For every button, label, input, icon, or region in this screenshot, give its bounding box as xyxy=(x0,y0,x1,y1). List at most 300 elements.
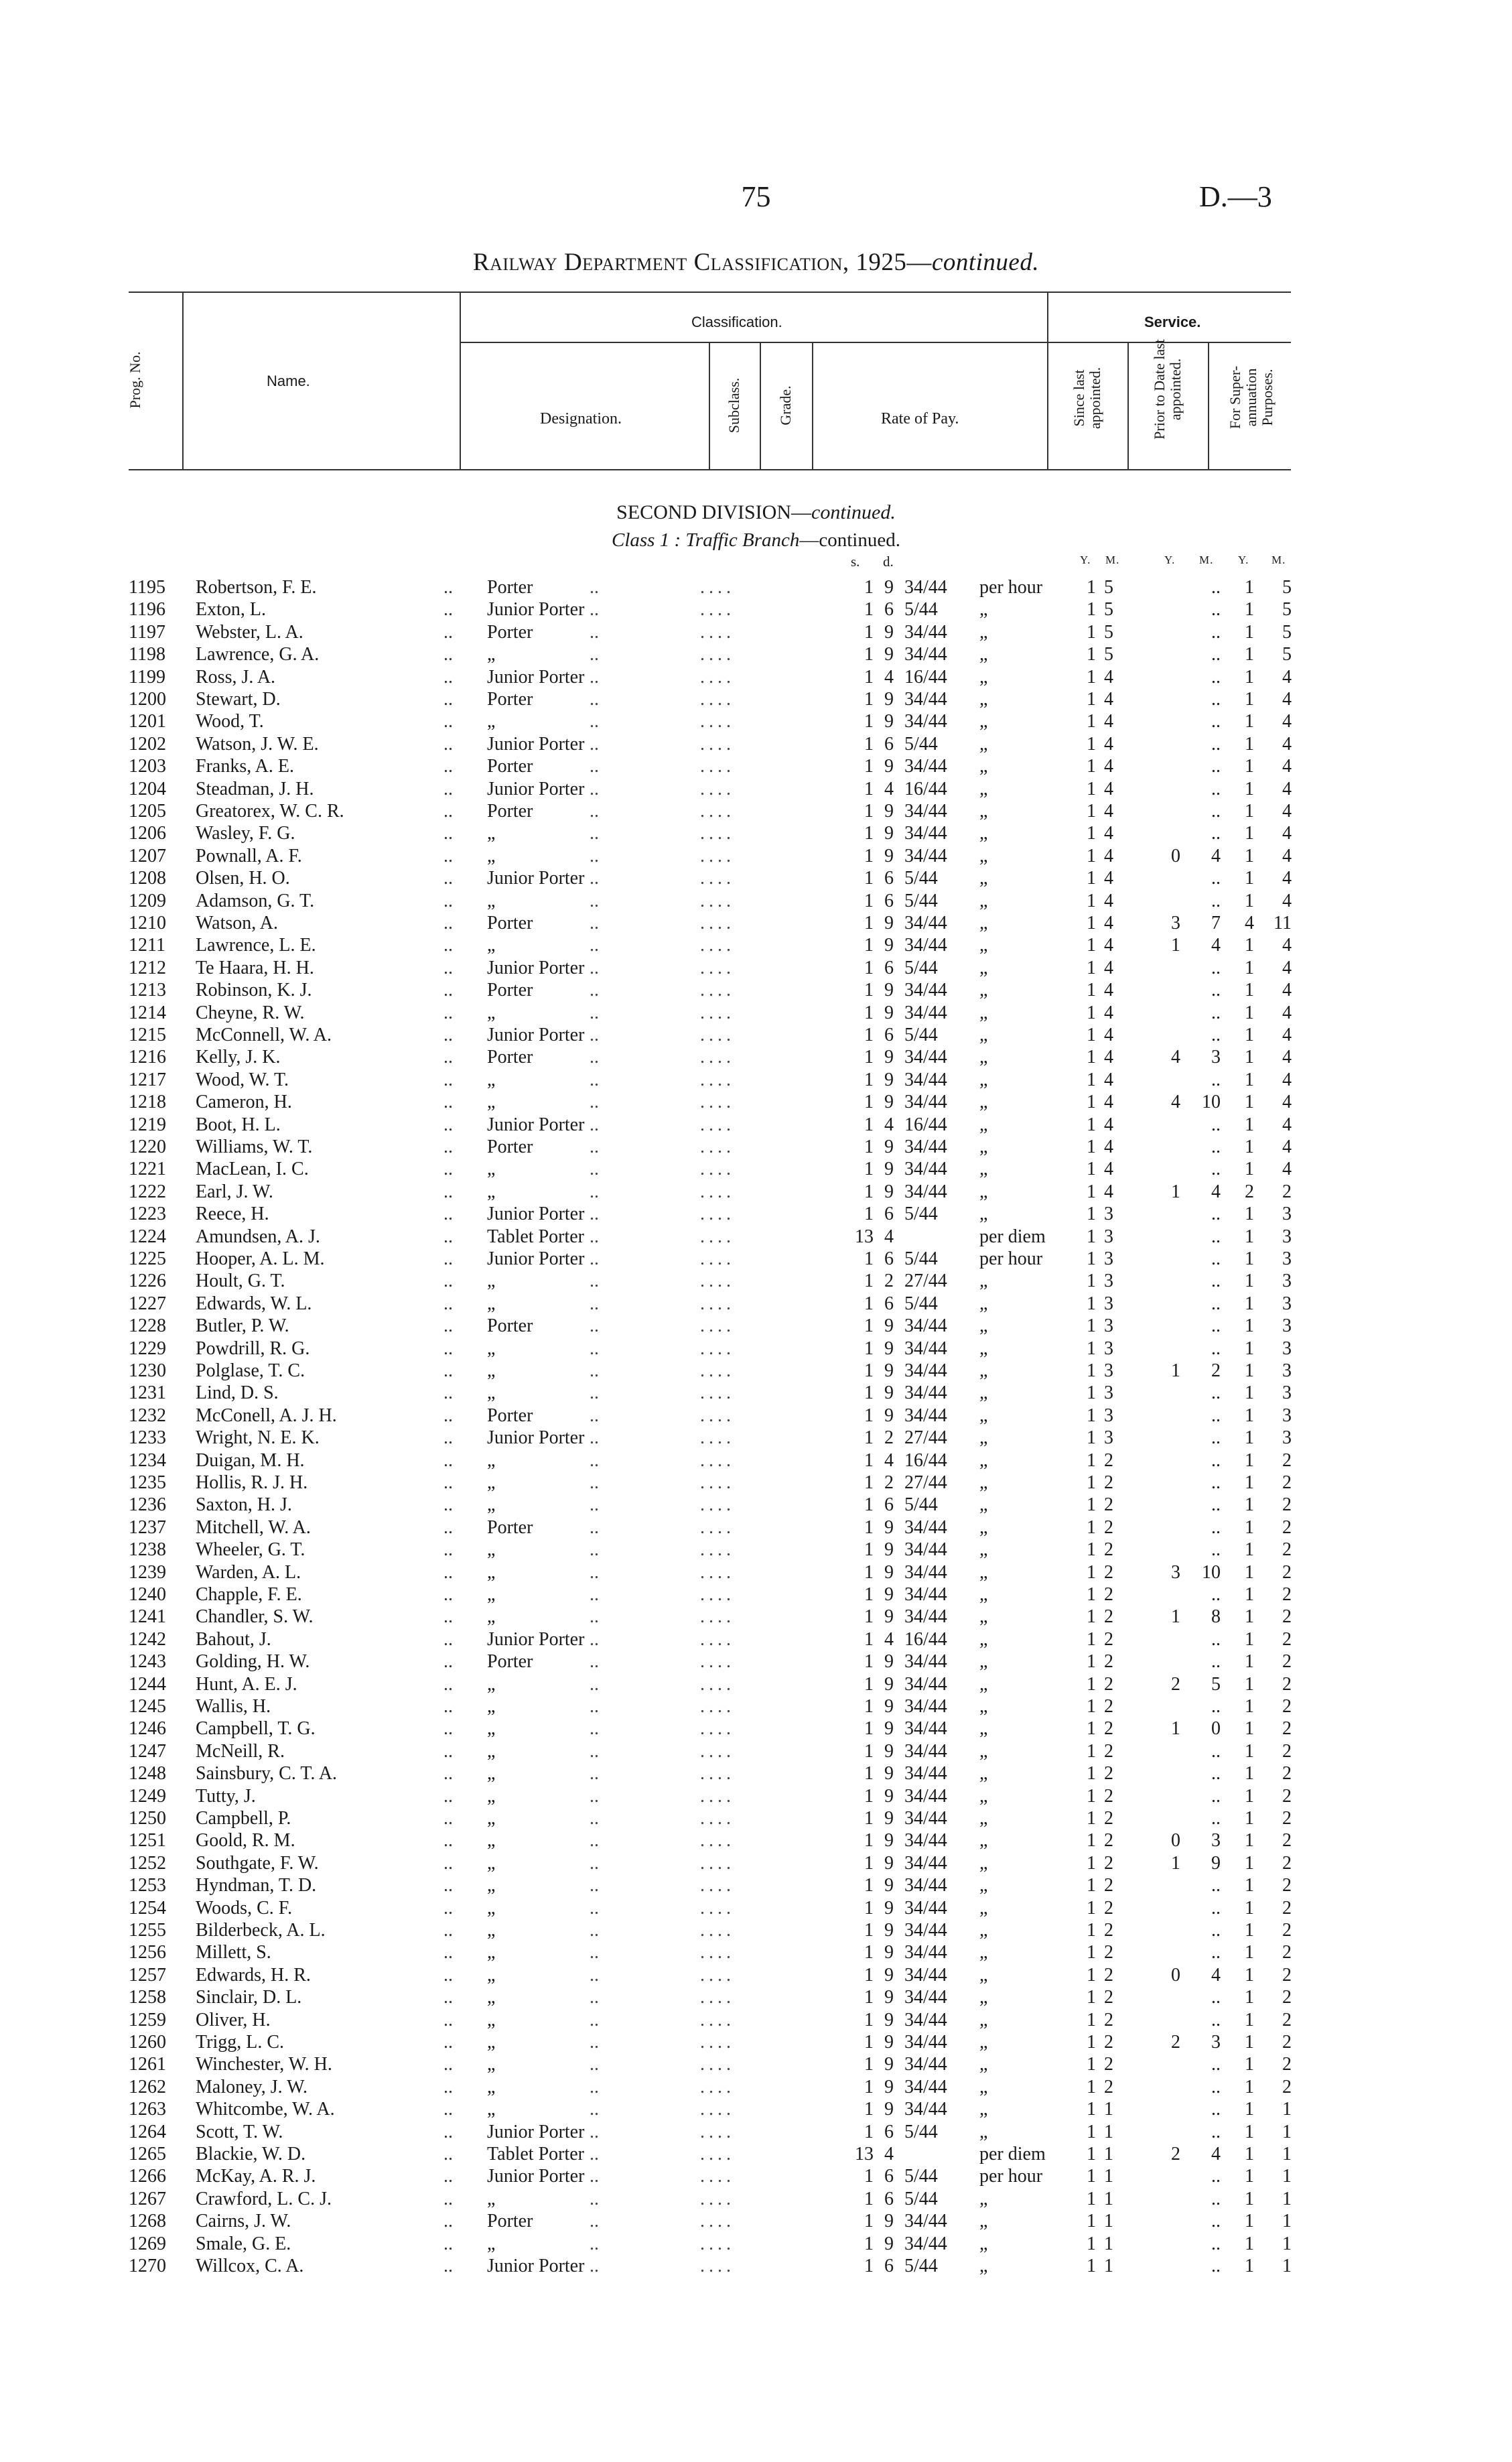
leader-dots: .. xyxy=(443,1069,453,1090)
page-title-suffix: continued. xyxy=(931,249,1040,276)
pence-cell: 9 xyxy=(884,1696,894,1717)
prog-no-cell: 1265 xyxy=(129,2144,166,2164)
designation-cell: „ xyxy=(487,1002,496,1023)
designation-cell: Junior Porter xyxy=(487,957,585,978)
shillings-cell: 1 xyxy=(864,845,874,866)
leader-dots: .. xyxy=(443,1137,453,1157)
leader-dots: .... xyxy=(700,1606,735,1628)
since-years-cell: 1 xyxy=(1087,1673,1096,1695)
fraction-cell: 34/44 xyxy=(904,1539,947,1561)
since-years-cell: 1 xyxy=(1087,2076,1096,2097)
leader-dots: .. xyxy=(590,621,599,643)
leader-dots: .. xyxy=(590,935,599,956)
rate-unit-cell: „ xyxy=(979,1137,988,1157)
since-years-cell: 1 xyxy=(1087,1181,1096,1202)
table-row xyxy=(0,2031,1512,2053)
name-cell: Chandler, S. W. xyxy=(196,1606,314,1628)
super-months-cell: 2 xyxy=(1282,1830,1292,1852)
since-months-cell: 4 xyxy=(1104,1002,1113,1023)
since-months-cell: 4 xyxy=(1104,666,1113,688)
division-heading-suffix: continued. xyxy=(811,501,896,523)
prog-no-cell: 1234 xyxy=(129,1449,166,1471)
rate-unit-cell: „ xyxy=(979,1584,988,1605)
since-years-cell: 1 xyxy=(1087,733,1096,755)
pence-cell: 9 xyxy=(884,1516,894,1538)
fraction-cell: 34/44 xyxy=(904,1875,947,1896)
name-cell: MacLean, I. C. xyxy=(196,1159,309,1180)
prior-months-cell: .. xyxy=(1211,1472,1221,1493)
leader-dots: .. xyxy=(443,1405,453,1426)
table-row xyxy=(0,1203,1512,1225)
leader-dots: .. xyxy=(590,2099,599,2120)
prog-no-cell: 1213 xyxy=(129,980,166,1001)
since-years-cell: 1 xyxy=(1087,577,1096,598)
prior-years-cell: 1 xyxy=(1171,935,1180,956)
leader-dots: .. xyxy=(443,1718,453,1740)
rate-unit-cell: „ xyxy=(979,823,988,844)
fraction-cell: 34/44 xyxy=(904,1159,947,1180)
prog-no-cell: 1220 xyxy=(129,1137,166,1157)
super-months-cell: 1 xyxy=(1282,2233,1292,2254)
table-row xyxy=(0,598,1512,621)
leader-dots: .... xyxy=(700,644,735,665)
rate-unit-cell: „ xyxy=(979,2009,988,2030)
leader-dots: .. xyxy=(443,2256,453,2276)
since-months-cell: 1 xyxy=(1104,2188,1113,2209)
leader-dots: .. xyxy=(590,845,599,866)
name-cell: Steadman, J. H. xyxy=(196,778,314,799)
since-months-cell: 2 xyxy=(1104,1942,1113,1963)
table-row xyxy=(0,1874,1512,1896)
fraction-cell: 5/44 xyxy=(904,1025,938,1045)
prior-months-cell: .. xyxy=(1211,823,1221,844)
since-months-cell: 3 xyxy=(1104,1315,1113,1337)
pence-cell: 9 xyxy=(884,1897,894,1919)
table-row xyxy=(0,822,1512,844)
name-cell: Pownall, A. F. xyxy=(196,845,302,866)
rate-unit-cell: „ xyxy=(979,2121,988,2142)
super-years-cell: 1 xyxy=(1245,1047,1254,1068)
shillings-cell: 1 xyxy=(864,2188,874,2209)
page-title xyxy=(0,248,1512,277)
super-years-cell: 1 xyxy=(1245,1427,1254,1449)
since-years-cell: 1 xyxy=(1087,1137,1096,1157)
since-years-cell: 1 xyxy=(1087,1696,1096,1717)
designation-cell: „ xyxy=(487,1606,496,1628)
leader-dots: .. xyxy=(443,1516,453,1538)
leader-dots: .. xyxy=(443,1830,453,1852)
super-months-cell: 2 xyxy=(1282,1449,1292,1471)
since-years-cell: 1 xyxy=(1087,2256,1096,2276)
leader-dots: .. xyxy=(443,1852,453,1874)
designation-cell: „ xyxy=(487,1673,496,1695)
super-years-cell: 1 xyxy=(1245,1875,1254,1896)
super-years-cell: 1 xyxy=(1245,1830,1254,1852)
pence-cell: 4 xyxy=(884,1449,894,1471)
super-months-cell: 3 xyxy=(1282,1293,1292,1314)
leader-dots: .. xyxy=(590,1047,599,1068)
since-years-cell: 1 xyxy=(1087,1360,1096,1381)
since-months-cell: 2 xyxy=(1104,2054,1113,2075)
leader-dots: .. xyxy=(443,1651,453,1673)
leader-dots: .. xyxy=(590,1226,599,1247)
pence-cell: 9 xyxy=(884,1584,894,1605)
super-years-cell: 1 xyxy=(1245,1808,1254,1829)
since-years-cell: 1 xyxy=(1087,1248,1096,1269)
leader-dots: .... xyxy=(700,1628,735,1650)
prior-years-cell: 3 xyxy=(1171,913,1180,933)
shillings-cell: 1 xyxy=(864,2121,874,2142)
pence-cell: 9 xyxy=(884,1092,894,1113)
designation-cell: „ xyxy=(487,1181,496,1202)
designation-cell: „ xyxy=(487,1718,496,1740)
prog-no-cell: 1197 xyxy=(129,621,165,643)
shillings-cell: 1 xyxy=(864,2099,874,2120)
super-years-cell: 1 xyxy=(1245,1584,1254,1605)
prior-months-cell: 3 xyxy=(1211,2032,1221,2053)
super-months-cell: 4 xyxy=(1282,801,1292,822)
prog-no-cell: 1244 xyxy=(129,1673,166,1695)
rate-unit-cell: „ xyxy=(979,756,988,777)
prog-no-cell: 1260 xyxy=(129,2032,166,2053)
fraction-cell: 34/44 xyxy=(904,644,947,665)
since-years-cell: 1 xyxy=(1087,1718,1096,1740)
prior-months-cell: .. xyxy=(1211,1897,1221,1919)
prior-months-cell: .. xyxy=(1211,801,1221,822)
table-row xyxy=(0,1516,1512,1539)
leader-dots: .... xyxy=(700,1852,735,1874)
super-years-cell: 1 xyxy=(1245,733,1254,755)
shillings-cell: 1 xyxy=(864,733,874,755)
prior-months-cell: .. xyxy=(1211,2099,1221,2120)
leader-dots: .... xyxy=(700,1561,735,1583)
name-cell: Kelly, J. K. xyxy=(196,1047,281,1068)
designation-cell: „ xyxy=(487,2009,496,2030)
leader-dots: .... xyxy=(700,1942,735,1963)
leader-dots: .. xyxy=(590,1718,599,1740)
fraction-cell: 5/44 xyxy=(904,1293,938,1314)
super-years-cell: 1 xyxy=(1245,778,1254,799)
fraction-cell: 34/44 xyxy=(904,1561,947,1583)
pence-cell: 4 xyxy=(884,1114,894,1135)
table-row xyxy=(0,1919,1512,1941)
rate-unit-cell: „ xyxy=(979,1114,988,1135)
name-cell: Edwards, W. L. xyxy=(196,1293,312,1314)
rate-unit-cell: „ xyxy=(979,2211,988,2232)
table-row xyxy=(0,1472,1512,1494)
divider-name xyxy=(460,291,461,469)
since-years-cell: 1 xyxy=(1087,1606,1096,1628)
leader-dots: .. xyxy=(590,1897,599,1919)
since-months-cell: 2 xyxy=(1104,1628,1113,1650)
super-months-cell: 2 xyxy=(1282,1628,1292,1650)
prior-months-cell: .. xyxy=(1211,1271,1221,1292)
prior-months-cell: .. xyxy=(1211,2076,1221,2097)
prog-no-cell: 1195 xyxy=(129,577,165,598)
fraction-cell: 5/44 xyxy=(904,733,938,755)
divider-grade xyxy=(812,342,813,469)
super-years-cell: 1 xyxy=(1245,1002,1254,1023)
designation-cell: „ xyxy=(487,1987,496,2008)
prior-months-cell: .. xyxy=(1211,1159,1221,1180)
shillings-cell: 1 xyxy=(864,1740,874,1762)
super-months-cell: 1 xyxy=(1282,2144,1292,2164)
since-years-cell: 1 xyxy=(1087,1852,1096,1874)
super-months-cell: 2 xyxy=(1282,1785,1292,1807)
name-cell: McKay, A. R. J. xyxy=(196,2166,316,2187)
name-cell: Lind, D. S. xyxy=(196,1382,279,1404)
since-years-cell: 1 xyxy=(1087,1785,1096,1807)
leader-dots: .... xyxy=(700,845,735,866)
designation-cell: „ xyxy=(487,1069,496,1090)
rate-unit-cell: „ xyxy=(979,1539,988,1561)
rate-unit-cell: „ xyxy=(979,1092,988,1113)
table-row xyxy=(0,1002,1512,1024)
fraction-cell: 5/44 xyxy=(904,1204,938,1225)
leader-dots: .. xyxy=(590,1516,599,1538)
name-cell: Te Haara, H. H. xyxy=(196,957,314,978)
pence-cell: 9 xyxy=(884,1987,894,2008)
table-row xyxy=(0,934,1512,956)
prior-months-cell: 7 xyxy=(1211,913,1221,933)
name-cell: Stewart, D. xyxy=(196,689,281,710)
leader-dots: .. xyxy=(590,1673,599,1695)
pence-cell: 9 xyxy=(884,1002,894,1023)
division-heading-main: SECOND DIVISION— xyxy=(616,501,812,523)
shillings-cell: 1 xyxy=(864,1092,874,1113)
prior-years-cell: 0 xyxy=(1171,1830,1180,1852)
since-years-cell: 1 xyxy=(1087,1226,1096,1247)
leader-dots: .... xyxy=(700,1920,735,1941)
super-months-cell: 2 xyxy=(1282,1763,1292,1785)
since-months-cell: 2 xyxy=(1104,2009,1113,2030)
rate-unit-cell: „ xyxy=(979,2099,988,2120)
header-since-last-appointed: Since last appointed. xyxy=(1071,367,1103,430)
leader-dots: .... xyxy=(700,1338,735,1359)
unit-pence: d. xyxy=(883,554,894,570)
name-cell: Cairns, J. W. xyxy=(196,2211,291,2232)
since-months-cell: 2 xyxy=(1104,1606,1113,1628)
since-months-cell: 4 xyxy=(1104,756,1113,777)
leader-dots: .... xyxy=(700,2076,735,2097)
leader-dots: .... xyxy=(700,1092,735,1113)
prog-no-cell: 1230 xyxy=(129,1360,166,1381)
since-years-cell: 1 xyxy=(1087,2121,1096,2142)
shillings-cell: 1 xyxy=(864,1897,874,1919)
table-row xyxy=(0,1785,1512,1807)
fraction-cell: 5/44 xyxy=(904,2166,938,2187)
leader-dots: .... xyxy=(700,689,735,710)
super-months-cell: 4 xyxy=(1282,1137,1292,1157)
prog-no-cell: 1196 xyxy=(129,599,165,621)
designation-cell: „ xyxy=(487,1875,496,1896)
table-row xyxy=(0,1315,1512,1337)
name-cell: Saxton, H. J. xyxy=(196,1494,292,1516)
leader-dots: .. xyxy=(590,957,599,978)
rate-unit-cell: „ xyxy=(979,1427,988,1449)
leader-dots: .. xyxy=(590,1628,599,1650)
fraction-cell: 34/44 xyxy=(904,2099,947,2120)
since-months-cell: 2 xyxy=(1104,1651,1113,1673)
unit-years-3: Y. xyxy=(1238,554,1249,566)
divider-designation xyxy=(709,342,710,469)
document-reference: D.—3 xyxy=(1199,180,1272,213)
leader-dots: .. xyxy=(590,1494,599,1516)
leader-dots: .... xyxy=(700,2054,735,2075)
unit-months-1: M. xyxy=(1105,554,1120,566)
rate-unit-cell: „ xyxy=(979,868,988,889)
super-years-cell: 1 xyxy=(1245,1942,1254,1963)
header-subclass: Subclass. xyxy=(726,377,742,434)
prog-no-cell: 1237 xyxy=(129,1516,166,1538)
rate-unit-cell: „ xyxy=(979,1852,988,1874)
divider-prog xyxy=(182,291,184,469)
since-months-cell: 4 xyxy=(1104,1159,1113,1180)
table-row xyxy=(0,2076,1512,2098)
prior-months-cell: .. xyxy=(1211,778,1221,799)
shillings-cell: 1 xyxy=(864,1763,874,1785)
name-cell: Campbell, P. xyxy=(196,1808,291,1829)
leader-dots: .. xyxy=(590,2144,599,2164)
leader-dots: .. xyxy=(443,1606,453,1628)
fraction-cell: 34/44 xyxy=(904,689,947,710)
super-years-cell: 1 xyxy=(1245,1987,1254,2008)
since-months-cell: 2 xyxy=(1104,1875,1113,1896)
shillings-cell: 1 xyxy=(864,1069,874,1090)
table-row xyxy=(0,1986,1512,2008)
leader-dots: .. xyxy=(590,2166,599,2187)
shillings-cell: 1 xyxy=(864,801,874,822)
fraction-cell: 34/44 xyxy=(904,913,947,933)
divider-subclass xyxy=(760,342,761,469)
fraction-cell: 5/44 xyxy=(904,1494,938,1516)
prog-no-cell: 1224 xyxy=(129,1226,166,1247)
name-cell: Willcox, C. A. xyxy=(196,2256,304,2276)
fraction-cell: 34/44 xyxy=(904,801,947,822)
leader-dots: .... xyxy=(700,1204,735,1225)
leader-dots: .... xyxy=(700,1315,735,1337)
shillings-cell: 1 xyxy=(864,1002,874,1023)
name-cell: Powdrill, R. G. xyxy=(196,1338,310,1359)
table-row xyxy=(0,1024,1512,1046)
prior-months-cell: 10 xyxy=(1202,1561,1221,1583)
leader-dots: .... xyxy=(700,1516,735,1538)
since-months-cell: 1 xyxy=(1104,2166,1113,2187)
leader-dots: .... xyxy=(700,711,735,732)
header-superannuation: For Super- annuation Purposes. xyxy=(1227,365,1276,430)
leader-dots: .... xyxy=(700,1382,735,1404)
designation-cell: „ xyxy=(487,1561,496,1583)
super-months-cell: 5 xyxy=(1282,599,1292,621)
leader-dots: .. xyxy=(590,756,599,777)
pence-cell: 2 xyxy=(884,1427,894,1449)
super-months-cell: 4 xyxy=(1282,733,1292,755)
leader-dots: .. xyxy=(443,2076,453,2097)
prog-no-cell: 1269 xyxy=(129,2233,166,2254)
shillings-cell: 1 xyxy=(864,1561,874,1583)
super-years-cell: 1 xyxy=(1245,2009,1254,2030)
shillings-cell: 1 xyxy=(864,1875,874,1896)
prior-months-cell: .. xyxy=(1211,1740,1221,1762)
since-years-cell: 1 xyxy=(1087,1271,1096,1292)
super-months-cell: 2 xyxy=(1282,2054,1292,2075)
since-years-cell: 1 xyxy=(1087,1047,1096,1068)
prog-no-cell: 1240 xyxy=(129,1584,166,1605)
designation-cell: „ xyxy=(487,1808,496,1829)
shillings-cell: 1 xyxy=(864,2032,874,2053)
table-row xyxy=(0,1561,1512,1583)
rate-unit-cell: „ xyxy=(979,1002,988,1023)
rate-unit-cell: „ xyxy=(979,778,988,799)
super-months-cell: 4 xyxy=(1282,1159,1292,1180)
rate-unit-cell: „ xyxy=(979,1628,988,1650)
fraction-cell: 34/44 xyxy=(904,2054,947,2075)
prior-months-cell: 4 xyxy=(1211,2144,1221,2164)
prior-months-cell: 4 xyxy=(1211,845,1221,866)
leader-dots: .... xyxy=(700,868,735,889)
table-row xyxy=(0,1046,1512,1068)
pence-cell: 4 xyxy=(884,778,894,799)
super-months-cell: 2 xyxy=(1282,1561,1292,1583)
since-months-cell: 1 xyxy=(1104,2099,1113,2120)
since-years-cell: 1 xyxy=(1087,1651,1096,1673)
name-cell: Duigan, M. H. xyxy=(196,1449,305,1471)
super-years-cell: 1 xyxy=(1245,577,1254,598)
prior-months-cell: .. xyxy=(1211,2256,1221,2276)
since-months-cell: 4 xyxy=(1104,778,1113,799)
fraction-cell: 34/44 xyxy=(904,1920,947,1941)
fraction-cell: 34/44 xyxy=(904,1181,947,1202)
shillings-cell: 13 xyxy=(855,1226,874,1247)
rate-unit-cell: „ xyxy=(979,1293,988,1314)
super-years-cell: 1 xyxy=(1245,2054,1254,2075)
leader-dots: .... xyxy=(700,666,735,688)
fraction-cell: 34/44 xyxy=(904,1718,947,1740)
since-months-cell: 2 xyxy=(1104,1449,1113,1471)
since-months-cell: 4 xyxy=(1104,980,1113,1001)
prog-no-cell: 1255 xyxy=(129,1920,166,1941)
name-cell: Wallis, H. xyxy=(196,1696,271,1717)
divider-since xyxy=(1127,342,1129,469)
leader-dots: .. xyxy=(590,913,599,933)
fraction-cell: 34/44 xyxy=(904,1763,947,1785)
designation-cell: Junior Porter xyxy=(487,733,585,755)
prog-no-cell: 1250 xyxy=(129,1808,166,1829)
rate-unit-cell: „ xyxy=(979,2233,988,2254)
leader-dots: .... xyxy=(700,1539,735,1561)
table-row xyxy=(0,1494,1512,1516)
prog-no-cell: 1251 xyxy=(129,1830,166,1852)
super-months-cell: 3 xyxy=(1282,1315,1292,1337)
header-top-rule xyxy=(129,291,1291,293)
leader-dots: .. xyxy=(590,2188,599,2209)
leader-dots: .. xyxy=(443,778,453,799)
prior-months-cell: .. xyxy=(1211,2233,1221,2254)
leader-dots: .... xyxy=(700,2121,735,2142)
rate-unit-cell: „ xyxy=(979,1830,988,1852)
fraction-cell: 34/44 xyxy=(904,1382,947,1404)
prog-no-cell: 1201 xyxy=(129,711,166,732)
prior-years-cell: 4 xyxy=(1171,1092,1180,1113)
shillings-cell: 1 xyxy=(864,1315,874,1337)
pence-cell: 9 xyxy=(884,2233,894,2254)
name-cell: Tutty, J. xyxy=(196,1785,256,1807)
designation-cell: Porter xyxy=(487,1047,533,1068)
designation-cell: Porter xyxy=(487,577,533,598)
since-months-cell: 4 xyxy=(1104,868,1113,889)
since-months-cell: 1 xyxy=(1104,2121,1113,2142)
shillings-cell: 1 xyxy=(864,621,874,643)
